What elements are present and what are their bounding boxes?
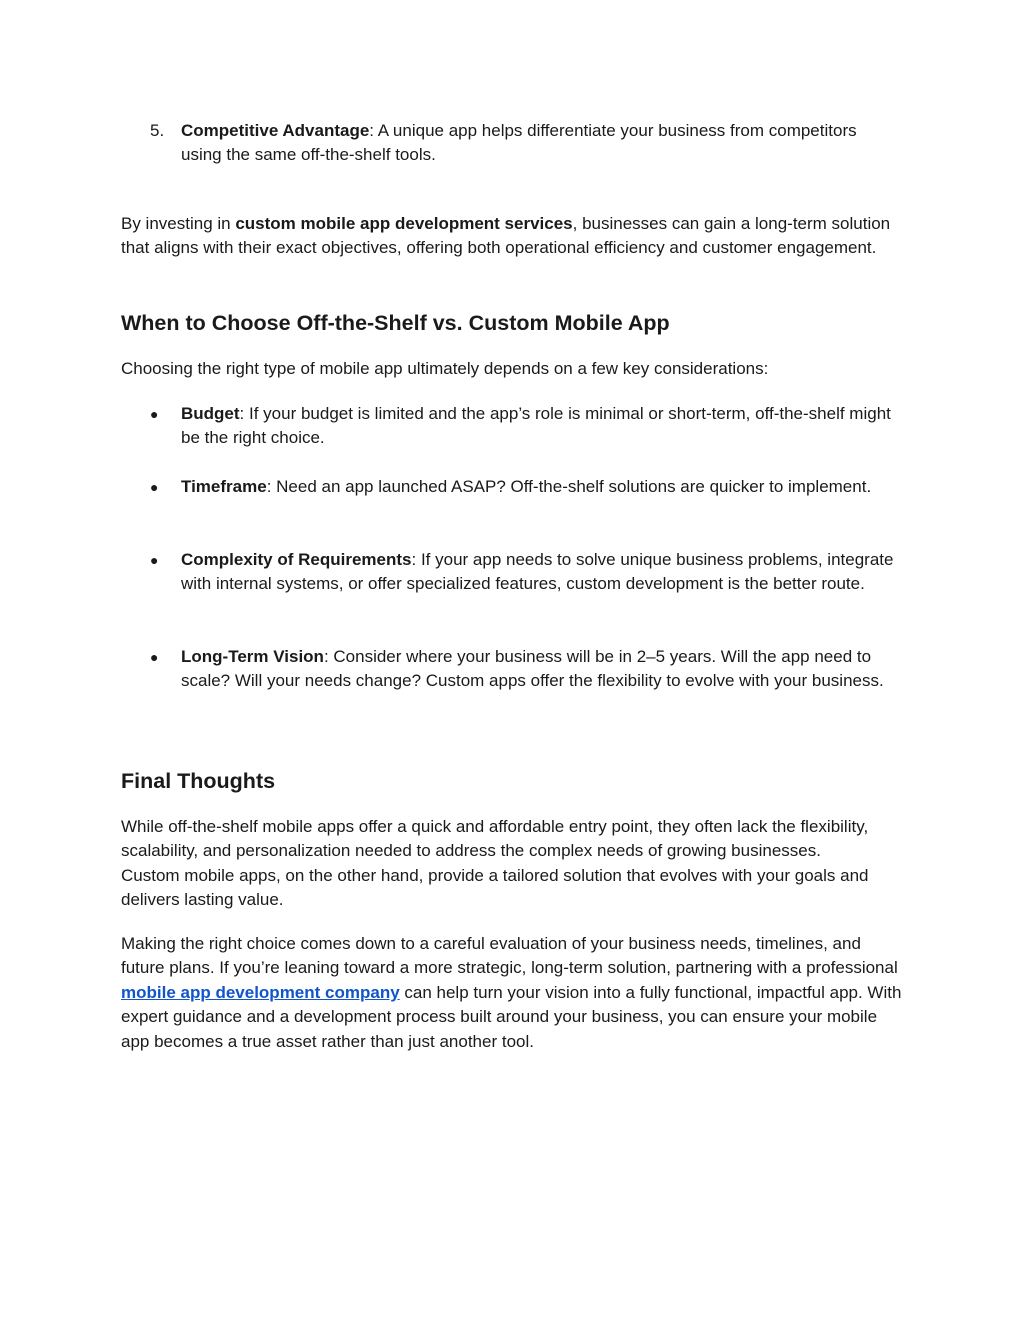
intro-paragraph	[121, 212, 921, 261]
bullet-text	[181, 645, 906, 694]
bullet-description: : If your app needs to solve unique business problems, integrate with internal systems, or offer specialized features, custom development is the better route.	[181, 550, 894, 594]
section-intro-paragraph: Choosing the right type of mobile app ultimately depends on a few key considerations:	[121, 359, 769, 378]
final-paragraph-2	[121, 932, 906, 1054]
list-item-long-term-vision	[150, 645, 910, 694]
intro-text-after: , businesses can gain a long-term solution that aligns with their exact objectives, offering both operational efficiency and customer engagement.	[121, 214, 891, 258]
bullet-icon: ●	[150, 649, 159, 665]
numbered-list-item	[150, 119, 857, 168]
bullet-icon: ●	[150, 552, 159, 568]
bullet-description: : Need an app launched ASAP? Off-the-shelf solutions are quicker to implement.	[266, 477, 872, 496]
bullet-text	[181, 548, 906, 597]
intro-text-before: By investing in	[121, 214, 236, 233]
bullet-term: Long-Term Vision	[181, 647, 324, 666]
bullet-text	[181, 402, 906, 451]
bullet-term: Complexity of Requirements	[181, 550, 412, 569]
final-text-before-link: Making the right choice comes down to a careful evaluation of your business needs, timelines, and future plans. If you’re leaning toward a more strategic, long-term solution, partnering with a professional	[121, 934, 898, 978]
list-item-budget	[150, 402, 910, 451]
bullet-icon: ●	[150, 406, 159, 422]
list-item-complexity	[150, 548, 910, 597]
intro-bold-phrase: custom mobile app development services	[235, 214, 573, 233]
list-item-term: Competitive Advantage	[181, 121, 370, 140]
bullet-term: Timeframe	[181, 477, 267, 496]
bullet-text	[181, 475, 906, 499]
bullet-term: Budget	[181, 404, 240, 423]
list-item-text	[181, 119, 861, 168]
section-heading-when: When to Choose Off-the-Shelf vs. Custom Mobile App	[121, 311, 670, 335]
list-number: 5.	[150, 121, 165, 140]
company-link[interactable]: mobile app development company	[121, 982, 400, 1002]
bullet-description: : Consider where your business will be in 2–5 years. Will the app need to scale? Will your needs change? Custom apps offer the flexibility to evolve with your business.	[181, 647, 884, 691]
section-heading-final-thoughts: Final Thoughts	[121, 769, 276, 793]
final-text-after-link: can help turn your vision into a fully functional, impactful app. With expert guidance and a development process built around your business, you can ensure your mobile app becomes a true asset rather than just another tool.	[121, 982, 902, 1051]
list-item-description: : A unique app helps differentiate your business from competitors using the same off-the-shelf tools.	[181, 121, 857, 165]
final-paragraph-1: While off-the-shelf mobile apps offer a quick and affordable entry point, they often lack the flexibility, scalability, and personalization needed to address the complex needs of growing businesses. Custom mobile apps, on the other hand, provide a tailored solution that evolves with your goals and delivers lasting value.	[121, 817, 869, 910]
bullet-description: : If your budget is limited and the app’s role is minimal or short-term, off-the-shelf might be the right choice.	[181, 404, 891, 448]
bullet-icon: ●	[150, 479, 159, 495]
list-item-timeframe	[150, 475, 910, 499]
